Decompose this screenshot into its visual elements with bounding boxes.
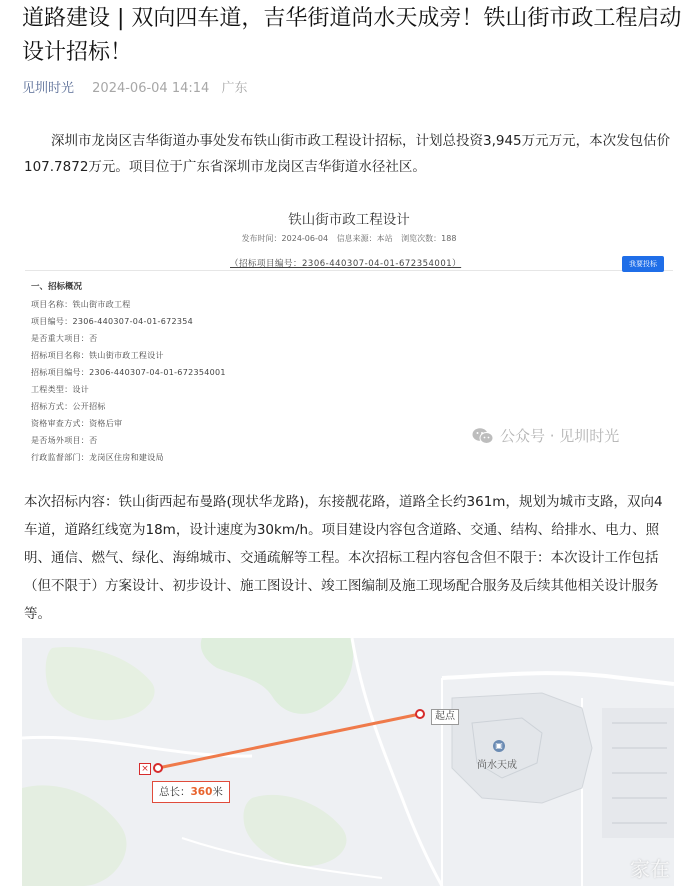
route-map[interactable] bbox=[22, 638, 674, 886]
article-meta bbox=[22, 77, 247, 96]
notice-rows bbox=[31, 296, 226, 466]
notice-row: 招标方式：公开招标 bbox=[31, 402, 106, 411]
total-unit: 米 bbox=[212, 786, 223, 798]
notice-row: 招标项目编号：2306-440307-04-01-672354001 bbox=[31, 368, 226, 377]
notice-row: 工程类型：设计 bbox=[31, 385, 90, 394]
notice-meta: 发布时间：2024-06-04 信息来源：本站 浏览次数：188 bbox=[241, 234, 457, 243]
notice-row: 行政监督部门：龙岗区住房和建设局 bbox=[31, 453, 164, 462]
start-label: 起点 bbox=[431, 709, 459, 725]
notice-row: 项目编号：2306-440307-04-01-672354 bbox=[31, 317, 194, 326]
intro-paragraph: 深圳市龙岗区吉华街道办事处发布铁山街市政工程设计招标，计划总投资3,945万元万元，本次发包估价107.7872万元。项目位于广东省深圳市龙岗区吉华街道水径社区。 bbox=[24, 133, 671, 175]
publish-date: 2024-06-04 14:14 bbox=[92, 81, 210, 96]
map-background bbox=[22, 638, 674, 886]
notice-row: 资格审查方式：资格后审 bbox=[31, 419, 123, 428]
building-icon[interactable]: ▣ bbox=[493, 740, 505, 752]
watermark-text: 公众号 · 见圳时光 bbox=[500, 427, 620, 445]
notice-title: 铁山街市政工程设计 bbox=[288, 212, 410, 228]
total-value: 360 bbox=[190, 786, 213, 798]
divider bbox=[25, 270, 673, 271]
wechat-icon bbox=[472, 427, 494, 445]
total-prefix: 总长： bbox=[159, 786, 191, 798]
notice-row: 项目名称：铁山街市政工程 bbox=[31, 300, 131, 309]
notice-section-heading: 一、招标概况 bbox=[31, 282, 83, 292]
bid-button: 我要投标 bbox=[622, 256, 664, 272]
notice-row: 招标项目名称：铁山街市政工程设计 bbox=[31, 351, 164, 360]
route-start-point bbox=[416, 710, 424, 718]
region: 广东 bbox=[221, 81, 248, 96]
article-title: 道路建设 | 双向四车道，吉华街道尚水天成旁！铁山街市政工程启动设计招标！ bbox=[22, 6, 682, 65]
notice-row: 是否重大项目：否 bbox=[31, 334, 98, 343]
poi-label: 尚水天成 bbox=[477, 760, 517, 771]
corner-watermark: 家在 bbox=[630, 857, 670, 881]
scope-paragraph: 本次招标内容：铁山街西起布曼路(现状华龙路)，东接靓花路，道路全长约361m，规划为城市支路，双向4车道，道路红线宽为18m，设计速度为30km/h。项目建设内容包含道路、交通、结构、给排水、电力、照明、通信、燃气、绿化、海绵城市、交通疏解等工程。本次招标工程内容包含但不限于：本次设计工作包括（但不限于）方案设计、初步设计、施工图设计、竣工图编制及施工现场配合服务及后续其他相关设计服务等。 bbox=[24, 494, 663, 622]
notice-code: （招标项目编号：2306-440307-04-01-672354001） bbox=[230, 259, 462, 269]
notice-row: 是否场外项目：否 bbox=[31, 436, 98, 445]
source-link[interactable]: 见圳时光 bbox=[22, 81, 75, 96]
route-end-point bbox=[154, 764, 162, 772]
wechat-watermark bbox=[472, 425, 619, 446]
close-icon[interactable]: × bbox=[139, 763, 151, 775]
total-length-label bbox=[152, 781, 230, 803]
